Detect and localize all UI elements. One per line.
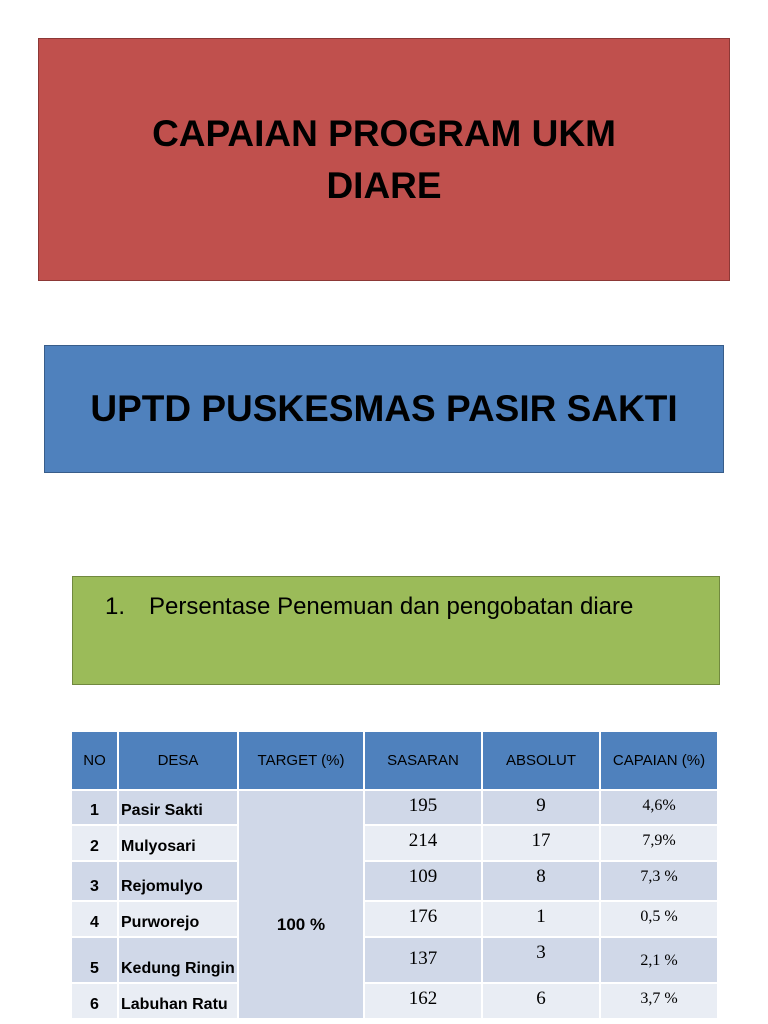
row-desa: Rejomulyo — [118, 861, 238, 901]
row-desa: Kedung Ringin — [118, 937, 238, 983]
row-sasaran: 137 — [364, 937, 482, 983]
row-sasaran: 176 — [364, 901, 482, 937]
subtitle-box — [44, 345, 724, 473]
header-no: NO — [71, 731, 118, 790]
row-absolut: 9 — [482, 790, 600, 825]
row-absolut: 3 — [482, 937, 600, 983]
row-desa: Purworejo — [118, 901, 238, 937]
data-table — [70, 730, 719, 1020]
row-capaian: 0,5 % — [600, 901, 718, 937]
row-capaian: 2,1 % — [600, 937, 718, 983]
row-absolut: 8 — [482, 861, 600, 901]
row-no: 3 — [71, 861, 118, 901]
header-capaian: CAPAIAN (%) — [600, 731, 718, 790]
row-absolut: 17 — [482, 825, 600, 861]
row-no: 2 — [71, 825, 118, 861]
row-no: 4 — [71, 901, 118, 937]
row-absolut: 6 — [482, 983, 600, 1019]
row-capaian: 7,9% — [600, 825, 718, 861]
row-absolut: 1 — [482, 901, 600, 937]
row-capaian: 7,3 % — [600, 861, 718, 901]
table-row — [71, 790, 718, 825]
table-row — [71, 983, 718, 1019]
table-row — [71, 861, 718, 901]
row-no: 1 — [71, 790, 118, 825]
row-sasaran: 214 — [364, 825, 482, 861]
table-row — [71, 825, 718, 861]
slide-title: CAPAIAN PROGRAM UKM DIARE — [152, 112, 616, 206]
table-header-row — [71, 731, 718, 790]
list-item-number: 1. — [105, 593, 126, 620]
row-sasaran: 195 — [364, 790, 482, 825]
row-desa: Labuhan Ratu — [118, 983, 238, 1019]
row-sasaran: 162 — [364, 983, 482, 1019]
header-absolut: ABSOLUT — [482, 731, 600, 790]
row-capaian: 4,6% — [600, 790, 718, 825]
table-row — [71, 901, 718, 937]
row-desa: Pasir Sakti — [118, 790, 238, 825]
slide-subtitle: UPTD PUSKESMAS PASIR SAKTI — [90, 388, 678, 429]
row-sasaran: 109 — [364, 861, 482, 901]
table-row — [71, 937, 718, 983]
list-item-box — [72, 576, 720, 685]
list-item-text: Persentase Penemuan dan pengobatan diare — [149, 593, 634, 620]
header-desa: DESA — [118, 731, 238, 790]
row-no: 6 — [71, 983, 118, 1019]
row-desa: Mulyosari — [118, 825, 238, 861]
header-sasaran: SASARAN — [364, 731, 482, 790]
row-no: 5 — [71, 937, 118, 983]
target-value: 100 % — [238, 790, 364, 1019]
title-box — [38, 38, 730, 281]
row-capaian: 3,7 % — [600, 983, 718, 1019]
header-target: TARGET (%) — [238, 731, 364, 790]
